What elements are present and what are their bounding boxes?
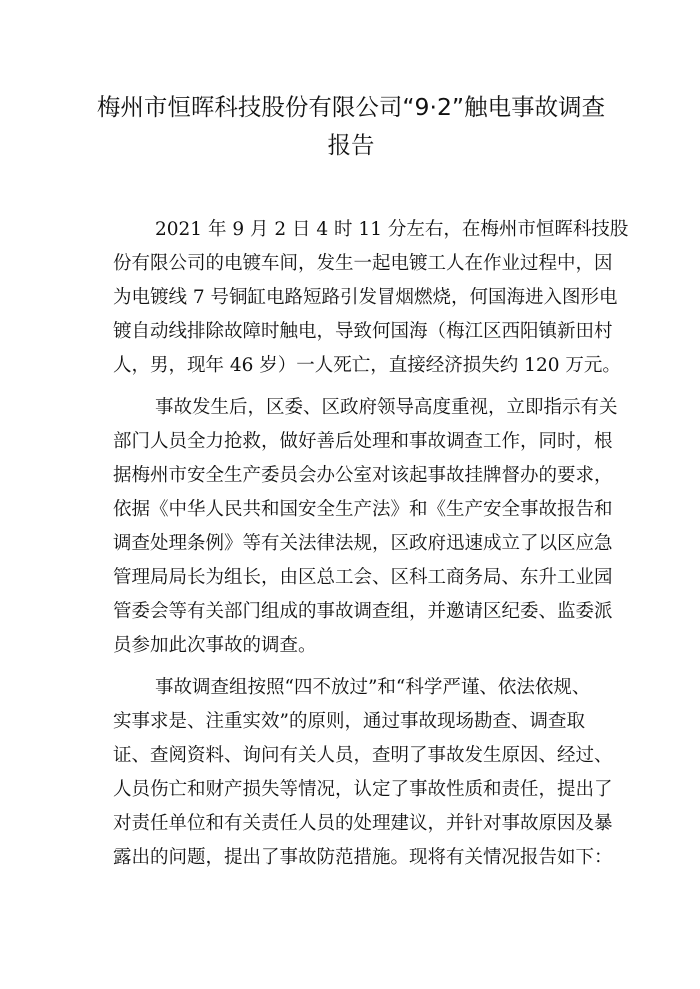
text-line: 员参加此次事故的调查。 (113, 635, 317, 656)
text-line: 调查处理条例》等有关法律法规，区政府迅速成立了以区应急 (113, 533, 613, 554)
text-line: 镀自动线排除故障时触电，导致何国海（梅江区西阳镇新田村 (113, 321, 613, 342)
text-line: 实事求是、注重实效”的原则，通过事故现场勘查、调查取 (113, 711, 585, 732)
text-line: 份有限公司的电镀车间，发生一起电镀工人在作业过程中，因 (113, 253, 613, 274)
text-line: 对责任单位和有关责任人员的处理建议，并针对事故原因及暴 (113, 813, 613, 834)
paragraph-investigation (113, 671, 613, 875)
title-line: 梅州市恒晖科技股份有限公司“9·2”触电事故调查 (96, 93, 606, 121)
paragraph-response (113, 391, 618, 663)
text-line: 管理局局长为组长，由区总工会、区科工商务局、东升工业园 (113, 567, 613, 588)
text-line: 据梅州市安全生产委员会办公室对该起事故挂牌督办的要求， (113, 465, 613, 486)
text-line: 证、查阅资料、询问有关人员，查明了事故发生原因、经过、 (113, 745, 613, 766)
report-body (113, 213, 629, 883)
text-line: 为电镀线 7 号铜缸电路短路引发冒烟燃烧，何国海进入图形电 (113, 287, 618, 308)
text-line: 部门人员全力抢救，做好善后处理和事故调查工作，同时，根 (113, 431, 613, 452)
title-line: 报告 (327, 131, 375, 159)
text-line: 露出的问题，提出了事故防范措施。现将有关情况报告如下： (113, 847, 613, 868)
text-line: 管委会等有关部门组成的事故调查组，并邀请区纪委、监委派 (113, 601, 613, 622)
text-line: 事故调查组按照“四不放过”和“科学严谨、依法依规、 (155, 677, 591, 698)
text-line: 2021 年 9 月 2 日 4 时 11 分左右，在梅州市恒晖科技股 (155, 219, 629, 240)
text-line: 依据《中华人民共和国安全生产法》和《生产安全事故报告和 (113, 499, 613, 520)
text-line: 事故发生后，区委、区政府领导高度重视，立即指示有关 (155, 397, 618, 418)
report-title (96, 88, 606, 164)
paragraph-incident-summary (113, 213, 629, 383)
text-line: 人员伤亡和财产损失等情况，认定了事故性质和责任，提出了 (113, 779, 613, 800)
text-line: 人，男，现年 46 岁）一人死亡，直接经济损失约 120 万元。 (113, 355, 621, 376)
